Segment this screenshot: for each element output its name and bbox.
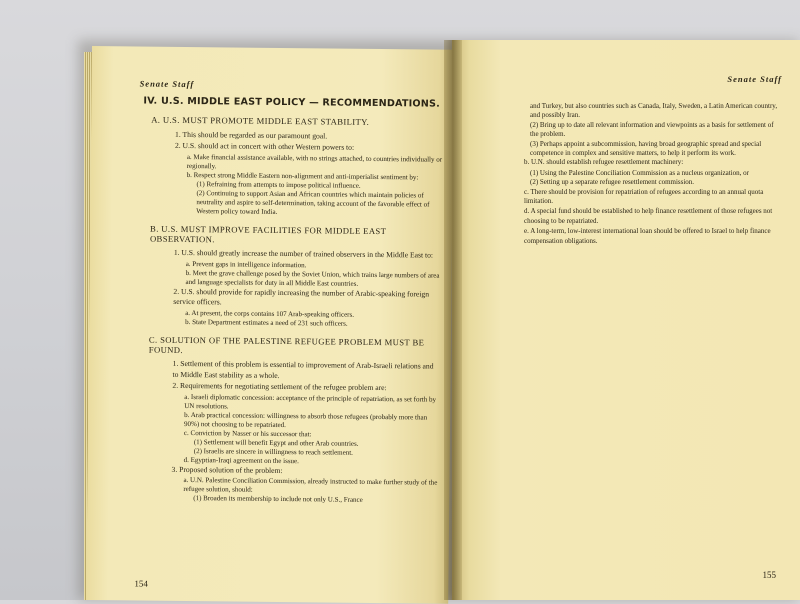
outline-line: (2) Bring up to date all relevant information and viewpoints as a basis for settlement of the problem.: [530, 120, 774, 139]
outline-subitem: b. State Department estimates a need of 231 such officers.: [185, 317, 348, 328]
left-page: [86, 46, 454, 604]
outline-subitem: d. Egyptian-Iraqi agreement on the issue.: [183, 455, 299, 465]
section-heading: C. SOLUTION OF THE PALESTINE REFUGEE PROBLEM MUST BE FOUND.: [148, 334, 425, 356]
outline-subsubitem: (1) Broaden its membership to include not only U.S., France: [193, 494, 363, 504]
chapter-title: IV. U.S. MIDDLE EAST POLICY — RECOMMENDATIONS.: [143, 95, 441, 110]
outline-subsubitem: (2) Continuing to support Asian and African countries which maintain policies of neutrality and aspire to self-determination, taking account of the favorable effect of Western policy toward India.: [196, 188, 430, 216]
outline-subsubitem: (2) Israelis are sincere in willingness to reach settlement.: [193, 446, 354, 457]
right-page: [452, 40, 800, 600]
outline-item: 1. This should be regarded as our paramount goal.: [175, 129, 328, 141]
outline-subitem: a. At present, the corps contains 107 Arab-speaking officers.: [185, 308, 355, 319]
outline-subsubitem: (1) Settlement will benefit Egypt and other Arab countries.: [193, 437, 359, 448]
outline-subsubitem: (1) Refraining from attempts to impose political influence.: [196, 179, 361, 190]
outline-line: and Turkey, but also countries such as Canada, Italy, Sweden, a Latin American country, and possibly Iran.: [530, 102, 778, 120]
section-heading: B. U.S. MUST IMPROVE FACILITIES FOR MIDDLE EAST OBSERVATION.: [149, 223, 387, 245]
left-running-head: Senate Staff: [139, 78, 195, 90]
outline-subitem: b. Arab practical concession: willingness to absorb those refugees (probably more than 90%) not choosing to be repatriated.: [184, 410, 428, 429]
outline-line: d. A special fund should be established to help finance resettlement of those refugees not choosing to be repatriated.: [524, 207, 773, 225]
outline-line: b. U.N. should establish refugee resettlement machinery:: [524, 158, 684, 167]
outline-item: 3. Proposed solution of the problem:: [171, 464, 283, 475]
right-running-head: Senate Staff: [727, 74, 782, 84]
outline-line: (1) Using the Palestine Conciliation Commission as a nucleus organization, or: [530, 168, 749, 177]
right-page-text: [524, 102, 779, 247]
outline-item: 1. Settlement of this problem is essential to improvement of Arab-Israeli relations and to Middle East stability as a whole.: [172, 359, 434, 380]
outline-subitem: b. Meet the grave challenge posed by the Soviet Union, which trains large numbers of area and language specialists for duty in all Middle East countries.: [185, 268, 440, 288]
outline-line: (2) Setting up a separate refugee resettlement commission.: [530, 178, 695, 187]
outline-line: (3) Perhaps appoint a subcommission, having broad geographic spread and special competence in complex and sensitive matters, to help it perform its work.: [530, 139, 762, 158]
outline-item: 2. U.S. should act in concert with other Western powers to:: [174, 141, 355, 152]
book-gutter: [444, 40, 462, 600]
outline-subitem: a. Israeli diplomatic concession: acceptance of the principle of repatriation, as set forth by UN resolutions.: [184, 392, 437, 411]
outline-subitem: a. Make financial assistance available, with no strings attached, to countries individually or regionally.: [186, 152, 443, 170]
outline-subitem: b. Respect strong Middle Eastern non-alignment and anti-imperialist sentiment by:: [186, 170, 419, 182]
outline-subitem: a. U.N. Palestine Conciliation Commission, already instructed to make further study of the refugee solution, should:: [183, 476, 438, 494]
outline-subitem: a. Prevent gaps in intelligence information.: [185, 259, 307, 270]
outline-item: 1. U.S. should greatly increase the number of trained observers in the Middle East to:: [173, 248, 434, 261]
outline-subitem: c. Conviction by Nasser or his successor that:: [183, 428, 312, 439]
outline-item: 2. U.S. should provide for rapidly increasing the number of Arabic-speaking foreign service officers.: [173, 286, 430, 307]
outline-line: e. A long-term, low-interest international loan should be offered to Israel to help finance compensation obligations.: [524, 227, 771, 245]
left-page-number: 154: [134, 578, 148, 589]
right-page-number: 155: [762, 570, 776, 580]
outline-line: c. There should be provision for repatriation of refugees according to an annual quota limitation.: [524, 187, 764, 206]
outline-item: 2. Requirements for negotiating settlement of the refugee problem are:: [172, 381, 387, 393]
left-page-text: [139, 97, 443, 506]
section-heading: A. U.S. MUST PROMOTE MIDDLE EAST STABILITY.: [151, 115, 370, 128]
